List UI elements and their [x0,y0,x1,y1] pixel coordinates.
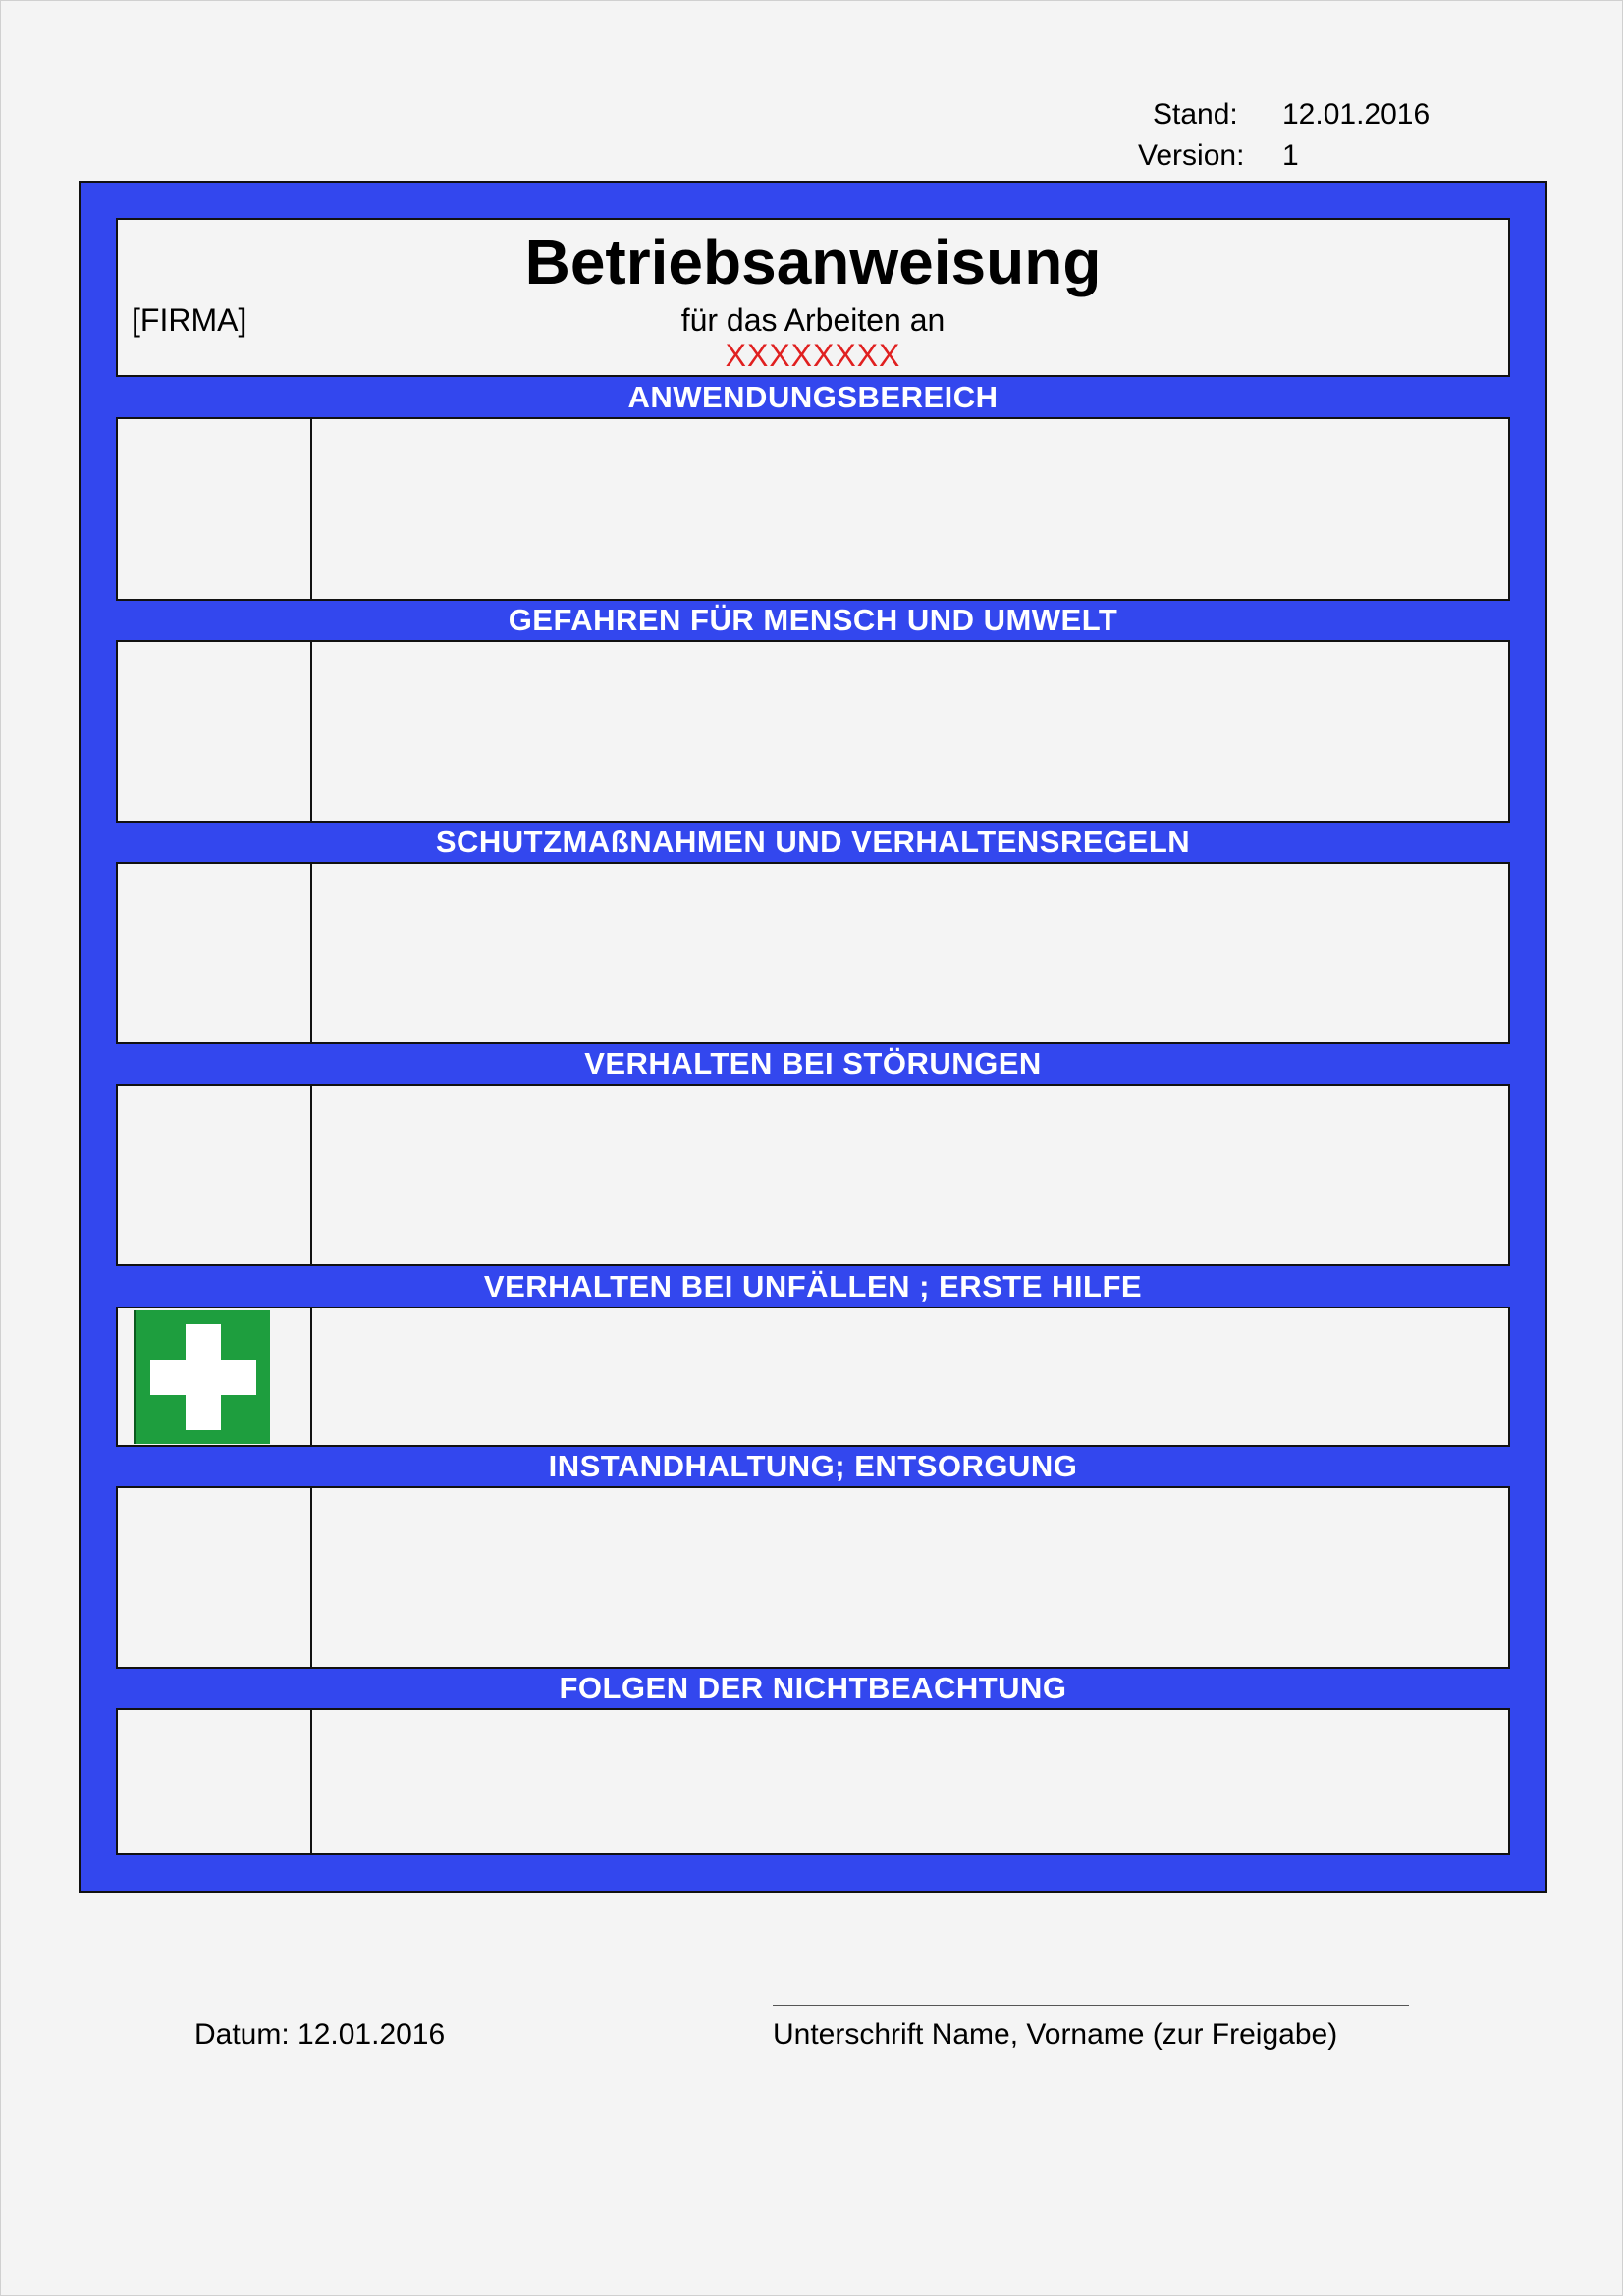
document-title: Betriebsanweisung [524,227,1102,297]
section-box-folgen [116,1708,1510,1855]
section-heading-stoerungen: VERHALTEN BEI STÖRUNGEN [584,1046,1042,1081]
section-heading-anwendungsbereich: ANWENDUNGSBEREICH [627,380,999,414]
section-heading-schutzmassnahmen: SCHUTZMAßNAHMEN UND VERHALTENSREGELN [435,825,1191,859]
version-label: Version: [1138,139,1245,172]
section-heading-unfaelle: VERHALTEN BEI UNFÄLLEN ; ERSTE HILFE [483,1269,1143,1304]
section-icon-cell [118,642,312,821]
first-aid-icon [134,1310,270,1444]
section-icon-cell [118,864,312,1042]
section-icon-cell [118,1488,312,1667]
signature-line [773,2005,1409,2006]
section-box-stoerungen [116,1084,1510,1266]
stand-label: Stand: [1153,98,1238,131]
section-box-gefahren [116,640,1510,823]
title-box [116,218,1510,377]
work-subject: XXXXXXXX [725,338,901,373]
section-box-unfaelle [116,1307,1510,1447]
section-icon-cell [118,1086,312,1264]
footer-date: Datum: 12.01.2016 [194,2018,446,2051]
section-icon-cell [118,1710,312,1853]
section-heading-instandhaltung: INSTANDHALTUNG; ENTSORGUNG [548,1449,1078,1483]
section-box-anwendungsbereich [116,417,1510,601]
company-placeholder: [FIRMA] [132,302,247,338]
section-heading-folgen: FOLGEN DER NICHTBEACHTUNG [559,1671,1067,1705]
section-box-schutzmassnahmen [116,862,1510,1044]
document-subtitle: für das Arbeiten an [680,302,946,338]
section-box-instandhaltung [116,1486,1510,1669]
section-icon-cell [118,419,312,599]
signature-caption: Unterschrift Name, Vorname (zur Freigabe) [773,2018,1338,2051]
section-icon-cell [118,1308,312,1445]
version-value: 1 [1282,139,1299,172]
section-heading-gefahren: GEFAHREN FÜR MENSCH UND UMWELT [508,603,1118,637]
stand-value: 12.01.2016 [1282,98,1431,131]
